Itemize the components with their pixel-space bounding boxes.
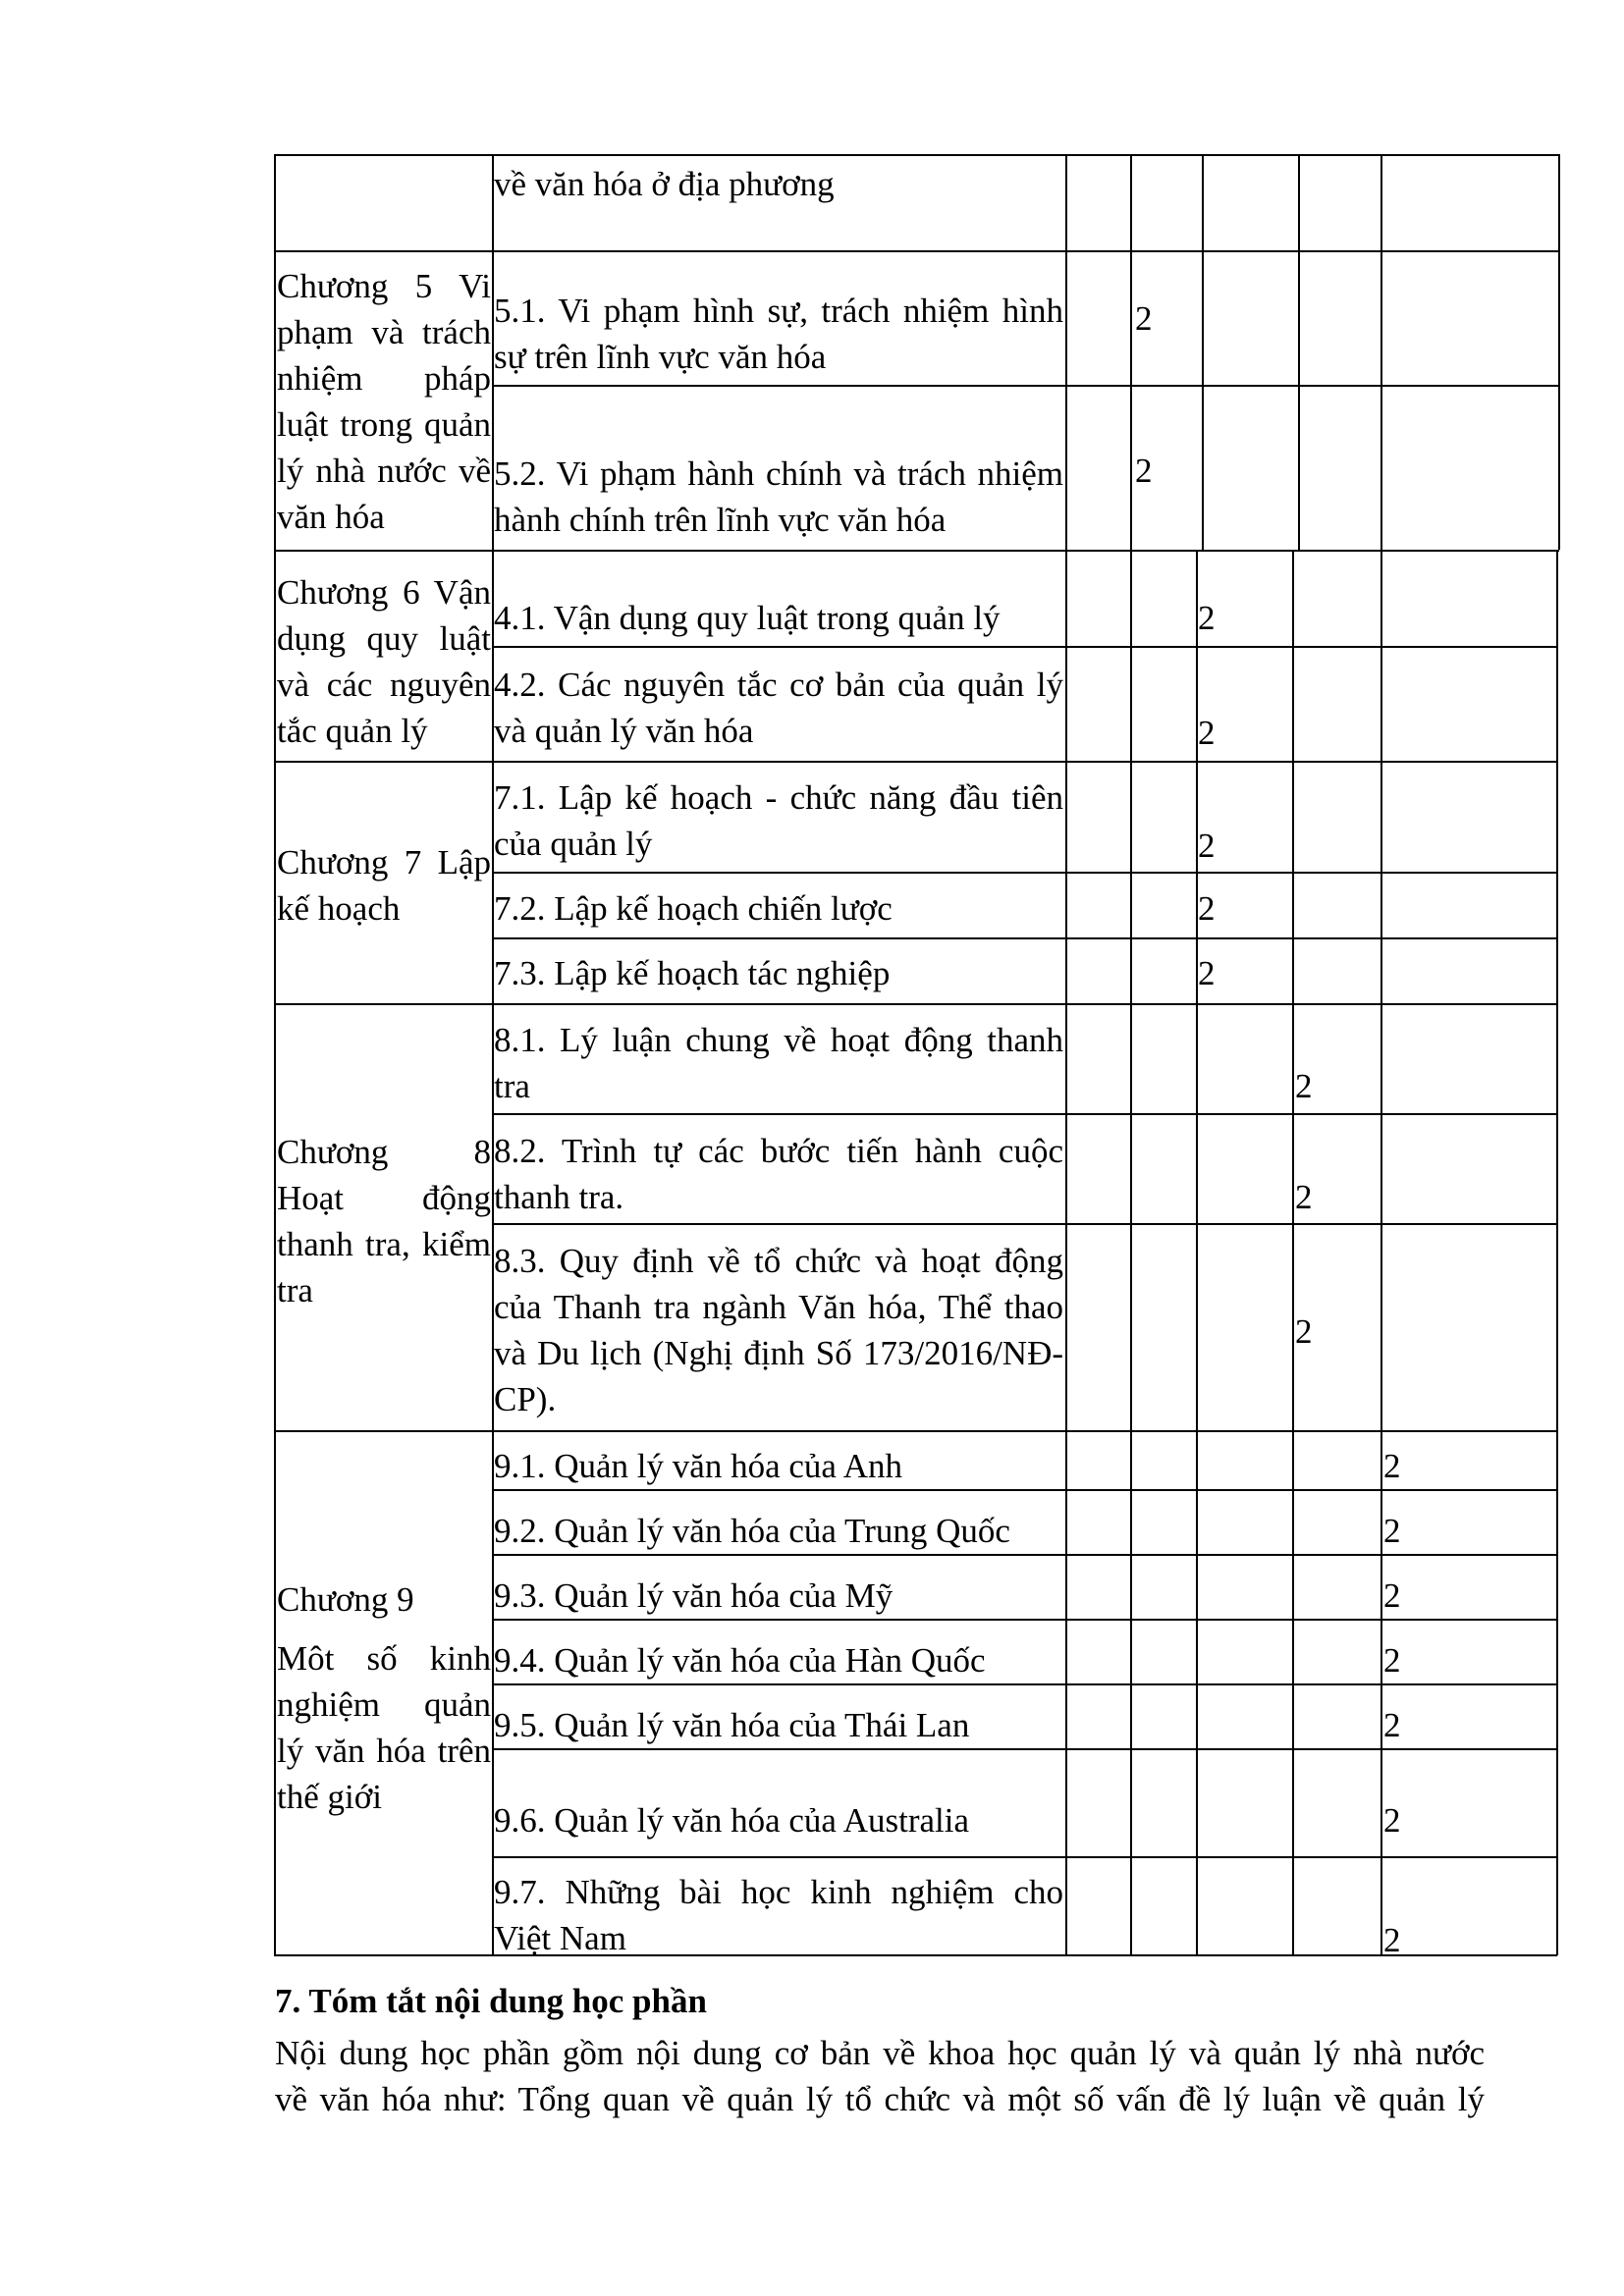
hours-value: 2 (1295, 1312, 1313, 1351)
chapter-label-line: thế giới (277, 1778, 382, 1816)
topic-item-line: 7.2. Lập kế hoạch chiến lược (494, 889, 893, 928)
topic-item-line: 9.4. Quản lý văn hóa của Hàn Quốc (494, 1641, 986, 1680)
topic-item-line: 9.5. Quản lý văn hóa của Thái Lan (494, 1706, 970, 1744)
hours-value: 2 (1135, 452, 1153, 490)
chapter-label-line: lý văn hóa trên (277, 1732, 491, 1770)
topic-item-line: 5.1. Vi phạm hình sự, trách nhiệm hình (494, 292, 1063, 330)
chapter-label-line: Chương 6 Vận (277, 573, 491, 612)
hours-value: 2 (1198, 714, 1216, 752)
topic-item-line: 8.1. Lý luận chung về hoạt động thanh (494, 1021, 1063, 1059)
hours-value: 2 (1198, 889, 1216, 928)
hours-value: 2 (1295, 1178, 1313, 1216)
topic-item-line: Việt Nam (494, 1919, 626, 1957)
topic-item-line: 7.3. Lập kế hoạch tác nghiệp (494, 954, 891, 992)
chapter-label-line: Chương 7 Lập (277, 843, 491, 881)
topic-item-line: 8.3. Quy định về tổ chức và hoạt động (494, 1242, 1063, 1280)
topic-item-line: 8.2. Trình tự các bước tiến hành cuộc (494, 1132, 1063, 1170)
hours-value: 2 (1383, 1512, 1401, 1550)
chapter-label-line: thanh tra, kiểm (277, 1225, 491, 1263)
hours-value: 2 (1295, 1067, 1313, 1105)
topic-item-line: sự trên lĩnh vực văn hóa (494, 338, 827, 376)
chapter-label-line: Chương 9 (277, 1580, 414, 1619)
hours-value: 2 (1383, 1921, 1401, 1959)
chapter-label-line: và các nguyên (277, 666, 491, 704)
chapter-label-line: văn hóa (277, 498, 385, 536)
hours-value: 2 (1383, 1576, 1401, 1615)
chapter-label-line: phạm và trách (277, 313, 491, 351)
topic-item-line: thanh tra. (494, 1178, 624, 1216)
hours-value: 2 (1383, 1706, 1401, 1744)
chapter-label-line: tra (277, 1271, 313, 1309)
hours-value: 2 (1198, 599, 1216, 637)
chapter-label-line: Chương 5 Vi (277, 267, 491, 305)
topic-item-line: và Du lịch (Nghị định Số 173/2016/NĐ- (494, 1334, 1063, 1372)
hours-value: 2 (1135, 299, 1153, 338)
chapter-label-line: lý nhà nước về (277, 452, 491, 490)
chapter-label-line: Chương 8 (277, 1133, 491, 1171)
paragraph-line: Nội dung học phần gồm nội dung cơ bản về khoa học quản lý và quản lý nhà nước (275, 2034, 1485, 2072)
topic-item-line: 9.7. Những bài học kinh nghiệm cho (494, 1873, 1063, 1911)
chapter-label-line: nghiệm quản (277, 1685, 491, 1724)
hours-value: 2 (1383, 1447, 1401, 1485)
topic-item-line: 9.1. Quản lý văn hóa của Anh (494, 1447, 903, 1485)
topic-item-line: CP). (494, 1380, 557, 1418)
chapter-label-line: Môt số kinh (277, 1639, 491, 1678)
section-heading: 7. Tóm tắt nội dung học phần (275, 1982, 707, 2020)
topic-item-line: 9.2. Quản lý văn hóa của Trung Quốc (494, 1512, 1010, 1550)
hours-value: 2 (1198, 954, 1216, 992)
hours-value: 2 (1198, 827, 1216, 865)
chapter-label-line: dụng quy luật (277, 619, 491, 658)
paragraph-line: về văn hóa như: Tổng quan về quản lý tổ chức và một số vấn đề lý luận về quản lý (275, 2080, 1485, 2118)
topic-item-line: tra (494, 1067, 530, 1105)
chapter-label-line: tắc quản lý (277, 712, 428, 750)
chapter-label-line: luật trong quản (277, 405, 491, 444)
topic-item-line: và quản lý văn hóa (494, 712, 754, 750)
chapter-label-line: Hoạt động (277, 1179, 491, 1217)
hours-value: 2 (1383, 1641, 1401, 1680)
topic-item-line: của quản lý (494, 825, 653, 863)
topic-item-line: hành chính trên lĩnh vực văn hóa (494, 501, 947, 539)
hours-value: 2 (1383, 1801, 1401, 1840)
topic-item-line: 4.2. Các nguyên tắc cơ bản của quản lý (494, 666, 1063, 704)
continuation-text: về văn hóa ở địa phương (494, 165, 835, 203)
topic-item-line: 4.1. Vận dụng quy luật trong quản lý (494, 599, 1001, 637)
topic-item-line: 9.6. Quản lý văn hóa của Australia (494, 1801, 970, 1840)
topic-item-line: của Thanh tra ngành Văn hóa, Thể thao (494, 1288, 1063, 1326)
topic-item-line: 5.2. Vi phạm hành chính và trách nhiệm (494, 454, 1063, 493)
topic-item-line: 9.3. Quản lý văn hóa của Mỹ (494, 1576, 893, 1615)
chapter-label-line: nhiệm pháp (277, 359, 491, 398)
topic-item-line: 7.1. Lập kế hoạch - chức năng đầu tiên (494, 778, 1063, 817)
chapter-label-line: kế hoạch (277, 889, 401, 928)
